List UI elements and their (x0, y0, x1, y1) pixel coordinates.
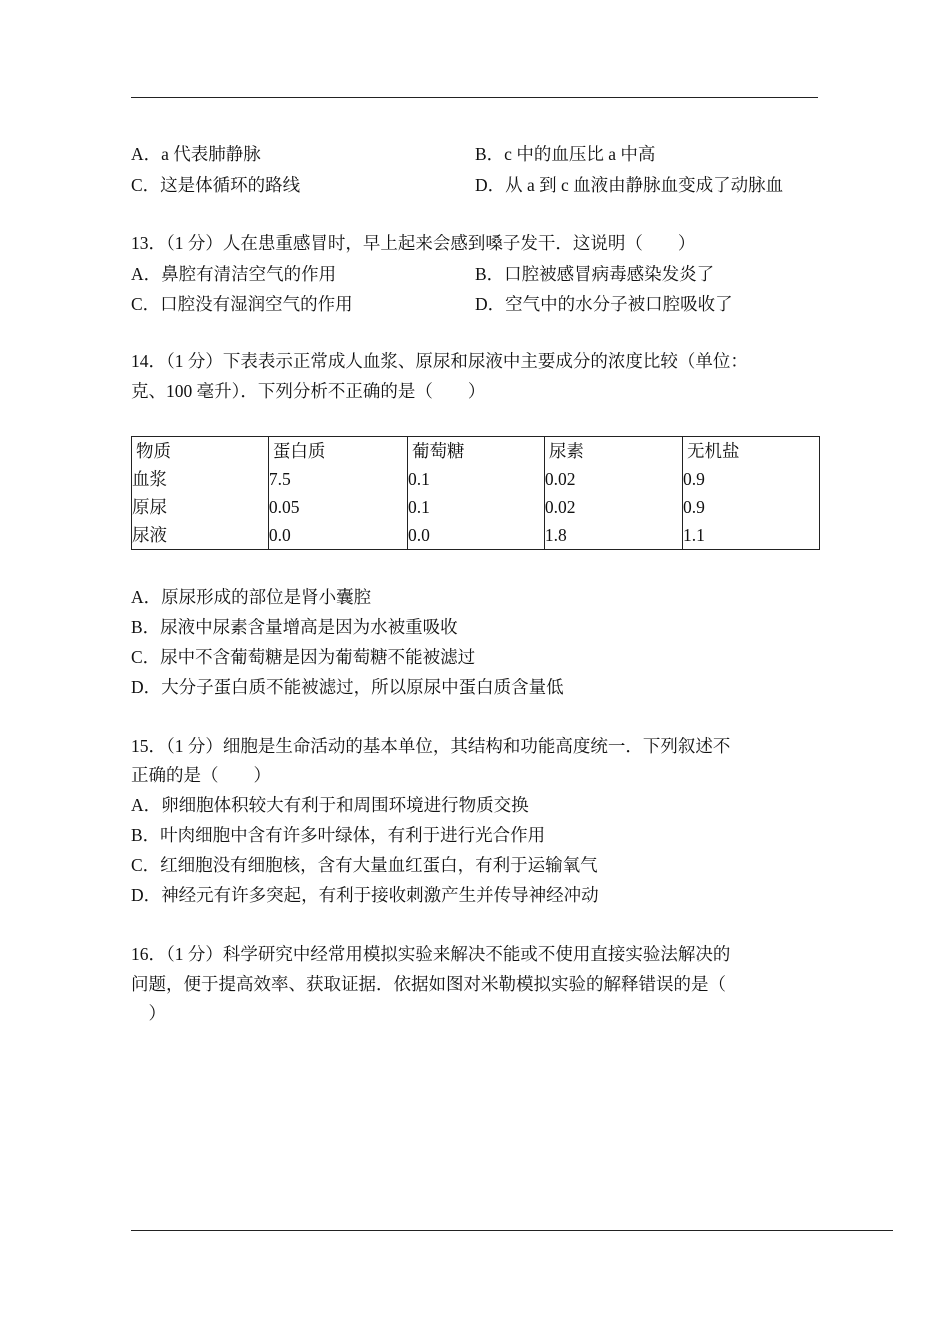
q14-stem-line2: 克、100 毫升）．下列分析不正确的是（ ） (131, 381, 486, 401)
table-cell: 尿液 (132, 521, 269, 550)
table-cell: 0.0 (408, 521, 545, 550)
concentration-table (131, 436, 820, 550)
table-header-row (132, 437, 820, 466)
table-cell: 0.1 (408, 493, 545, 521)
q14-option-d: D．大分子蛋白质不能被滤过，所以原尿中蛋白质含量低 (131, 677, 564, 697)
table-cell: 1.8 (544, 521, 682, 550)
table-header-cell: 葡萄糖 (408, 437, 545, 466)
table-cell: 0.02 (544, 465, 682, 493)
q13-stem: 13．（1 分）人在患重感冒时，早上起来会感到嗓子发干．这说明（ ） (131, 233, 696, 253)
q14-option-c: C．尿中不含葡萄糖是因为葡萄糖不能被滤过 (131, 647, 476, 667)
q12-option-d: D．从 a 到 c 血液由静脉血变成了动脉血 (475, 175, 784, 195)
q13-option-b: B．口腔被感冒病毒感染发炎了 (475, 264, 715, 284)
table-cell: 7.5 (268, 465, 407, 493)
q13-option-d: D．空气中的水分子被口腔吸收了 (475, 294, 733, 314)
q15-option-d: D．神经元有许多突起，有利于接收刺激产生并传导神经冲动 (131, 885, 599, 905)
table-cell: 0.05 (268, 493, 407, 521)
q14-option-b: B．尿液中尿素含量增高是因为水被重吸收 (131, 617, 458, 637)
q12-option-c: C．这是体循环的路线 (131, 175, 301, 195)
table-header-cell: 蛋白质 (268, 437, 407, 466)
q16-stem-line3: ） (131, 1003, 166, 1023)
q13-option-a: A．鼻腔有清洁空气的作用 (131, 264, 337, 284)
table-cell: 0.02 (544, 493, 682, 521)
q15-stem-line1: 15．（1 分）细胞是生命活动的基本单位，其结构和功能高度统一．下列叙述不 (131, 736, 731, 756)
q14-option-a: A．原尿形成的部位是肾小囊腔 (131, 587, 372, 607)
q16-stem-line2: 问题，便于提高效率、获取证据．依据如图对米勒模拟实验的解释错误的是（ (131, 974, 726, 994)
table-row (132, 465, 820, 493)
q15-stem-line2: 正确的是（ ） (131, 765, 271, 785)
table-cell: 0.9 (683, 493, 820, 521)
q12-option-b: B．c 中的血压比 a 中高 (475, 144, 656, 164)
table-cell: 1.1 (683, 521, 820, 550)
q14-stem-line1: 14．（1 分）下表表示正常成人血浆、原尿和尿液中主要成分的浓度比较（单位： (131, 351, 748, 371)
q15-option-c: C．红细胞没有细胞核，含有大量血红蛋白，有利于运输氧气 (131, 855, 598, 875)
table-cell: 血浆 (132, 465, 269, 493)
table-header-cell: 物质 (132, 437, 269, 466)
table-cell: 0.9 (683, 465, 820, 493)
table-header-cell: 无机盐 (683, 437, 820, 466)
q12-option-a: A．a 代表肺静脉 (131, 144, 261, 164)
header-rule (131, 97, 818, 98)
q16-stem-line1: 16．（1 分）科学研究中经常用模拟实验来解决不能或不使用直接实验法解决的 (131, 944, 731, 964)
table-cell: 0.0 (268, 521, 407, 550)
table-cell: 原尿 (132, 493, 269, 521)
table-cell: 0.1 (408, 465, 545, 493)
footer-rule (131, 1230, 893, 1231)
table-header-cell: 尿素 (544, 437, 682, 466)
q15-option-b: B．叶肉细胞中含有许多叶绿体，有利于进行光合作用 (131, 825, 546, 845)
q15-option-a: A．卵细胞体积较大有利于和周围环境进行物质交换 (131, 795, 529, 815)
table-row (132, 493, 820, 521)
q13-option-c: C．口腔没有湿润空气的作用 (131, 294, 353, 314)
table-row (132, 521, 820, 550)
